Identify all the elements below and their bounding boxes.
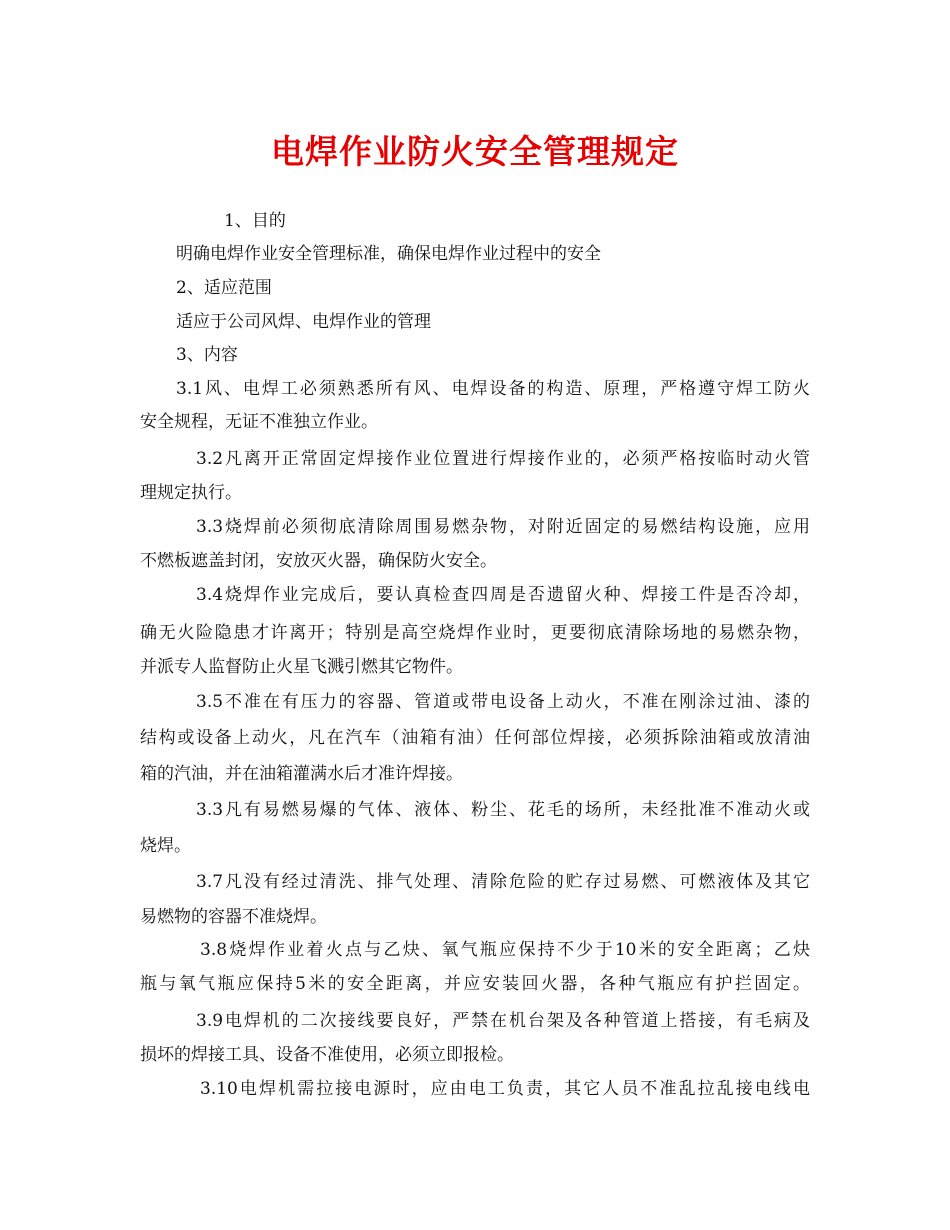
clause-3-8-line-1: 3.8烧焊作业着火点与乙炔、氧气瓶应保持不少于10米的安全距离；乙炔: [200, 940, 810, 960]
clause-3-9-line-2: 损坏的焊接工具、设备不准使用，必须立即报检。: [140, 1045, 514, 1065]
section-heading-purpose: 1、目的: [224, 211, 286, 231]
clause-3-2-line-1: 3.2凡离开正常固定焊接作业位置进行焊接作业的，必须严格按临时动火管: [196, 449, 810, 469]
clause-3-3-line-1: 3.3烧焊前必须彻底清除周围易燃杂物，对附近固定的易燃结构设施，应用: [196, 517, 810, 537]
clause-3-5-line-3: 箱的汽油，并在油箱灌满水后才准许焊接。: [140, 764, 463, 784]
clause-3-6-line-1: 3.3凡有易燃易爆的气体、液体、粉尘、花毛的场所，未经批准不准动火或: [196, 800, 810, 820]
clause-3-3-line-2: 不燃板遮盖封闭，安放灭火器，确保防火安全。: [140, 551, 497, 571]
clause-3-2-line-2: 理规定执行。: [140, 483, 242, 503]
clause-3-1-line-2: 安全规程，无证不准独立作业。: [140, 412, 378, 432]
clause-3-4-line-1: 3.4烧焊作业完成后，要认真检查四周是否遗留火种、焊接工件是否冷却，: [196, 585, 810, 605]
section-heading-content: 3、内容: [176, 345, 238, 365]
clause-3-6-line-2: 烧焊。: [140, 836, 191, 856]
paragraph-line: 适应于公司风焊、电焊作业的管理: [176, 312, 431, 332]
clause-3-7-line-2: 易燃物的容器不准烧焊。: [140, 907, 327, 927]
clause-3-1-line-1: 3.1风、电焊工必须熟悉所有风、电焊设备的构造、原理，严格遵守焊工防火: [176, 379, 810, 399]
clause-3-8-line-2: 瓶与氧气瓶应保持5米的安全距离，并应安装回火器，各种气瓶应有护拦固定。: [140, 974, 810, 994]
clause-3-9-line-1: 3.9电焊机的二次接线要良好，严禁在机台架及各种管道上搭接，有毛病及: [196, 1011, 810, 1031]
clause-3-4-line-2: 确无火险隐患才许离开；特别是高空烧焊作业时，更要彻底清除场地的易燃杂物，: [140, 623, 810, 643]
clause-3-7-line-1: 3.7凡没有经过清洗、排气处理、清除危险的贮存过易燃、可燃液体及其它: [196, 872, 810, 892]
section-heading-scope: 2、适应范围: [176, 278, 272, 298]
document-title: 电焊作业防火安全管理规定: [271, 132, 679, 171]
paragraph-line: 明确电焊作业安全管理标准，确保电焊作业过程中的安全: [176, 244, 601, 264]
clause-3-10-line-1: 3.10电焊机需拉接电源时，应由电工负责，其它人员不准乱拉乱接电线电: [200, 1079, 810, 1099]
clause-3-5-line-1: 3.5不准在有压力的容器、管道或带电设备上动火，不准在刚涂过油、漆的: [196, 692, 810, 712]
clause-3-4-line-3: 并派专人监督防止火星飞溅引燃其它物件。: [140, 657, 463, 677]
clause-3-5-line-2: 结构或设备上动火，凡在汽车（油箱有油）任何部位焊接，必须拆除油箱或放清油: [140, 728, 810, 748]
